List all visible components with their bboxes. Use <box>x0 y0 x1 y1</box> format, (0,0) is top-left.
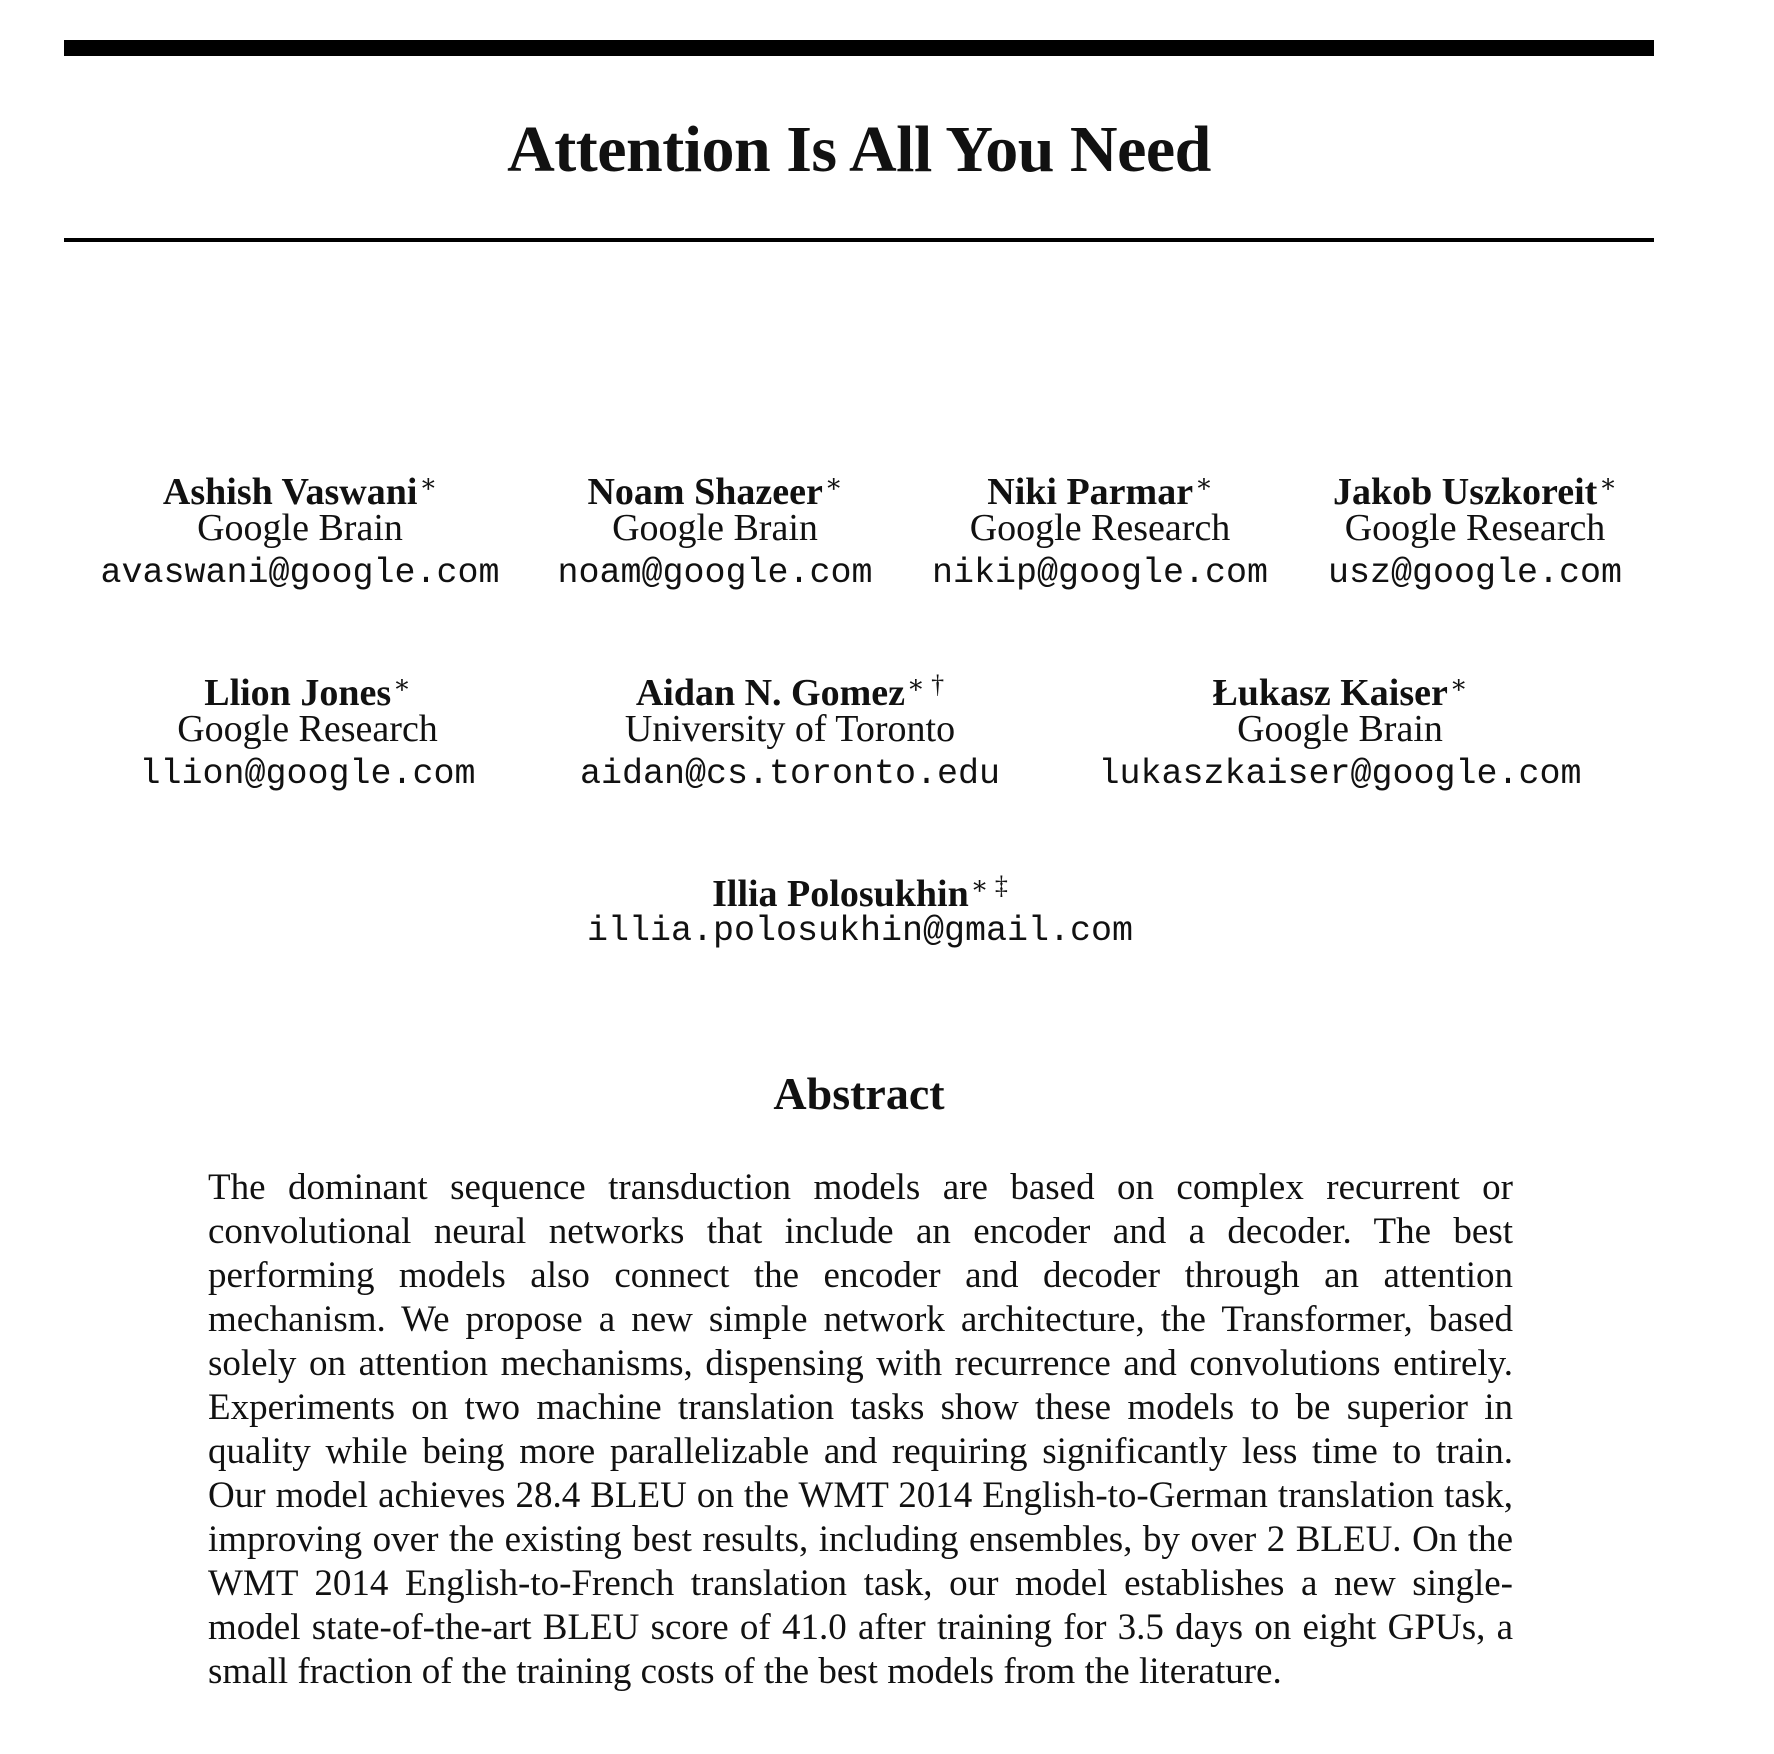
author-affiliation: Google Brain <box>612 507 818 549</box>
author-email: lukaszkaiser@google.com <box>1098 754 1582 794</box>
author-name: Niki Parmar∗ <box>987 469 1213 513</box>
author-footnote-mark: ∗ ‡ <box>970 871 1008 900</box>
author-email: avaswani@google.com <box>100 553 500 593</box>
author-block-polosukhin <box>560 864 1160 954</box>
author-name: Ashish Vaswani∗ <box>162 469 438 513</box>
author-email: illia.polosukhin@gmail.com <box>586 911 1134 951</box>
author-block-parmar <box>920 462 1280 596</box>
author-name: Llion Jones∗ <box>204 670 411 714</box>
author-block-shazeer <box>545 462 885 596</box>
author-block-kaiser <box>1080 663 1600 797</box>
author-affiliation: Google Research <box>1344 507 1606 549</box>
author-email: usz@google.com <box>1327 553 1623 593</box>
author-email: aidan@cs.toronto.edu <box>579 754 1001 794</box>
author-name: Noam Shazeer∗ <box>587 469 843 513</box>
author-block-uszkoreit <box>1315 462 1635 596</box>
author-block-gomez <box>560 663 1020 797</box>
author-affiliation: Google Research <box>177 708 438 750</box>
title-top-rule <box>64 40 1654 56</box>
author-email: noam@google.com <box>557 553 873 593</box>
author-email: nikip@google.com <box>931 553 1269 593</box>
paper-title: Attention Is All You Need <box>507 113 1211 186</box>
abstract-heading: Abstract <box>773 1068 945 1119</box>
author-footnote-mark: ∗ <box>1195 469 1213 498</box>
author-email: llion@google.com <box>139 754 476 794</box>
title-bottom-rule <box>64 238 1654 242</box>
author-footnote-mark: ∗ <box>1599 469 1617 498</box>
author-name: Illia Polosukhin∗ ‡ <box>712 871 1008 915</box>
author-footnote-mark: ∗ <box>824 469 843 498</box>
author-name: Jakob Uszkoreit∗ <box>1333 469 1617 513</box>
author-footnote-mark: ∗ † <box>906 670 945 699</box>
author-name: Aidan N. Gomez∗ † <box>635 670 945 714</box>
author-footnote-mark: ∗ <box>419 469 438 498</box>
abstract-text: The dominant sequence transduction models are based on complex recurrent or convolutional neural networks that include an encoder and a decoder. The best performing models also connect the encoder and decoder through an attention mechanism. We propose a new simple network architecture, the Transformer, based solely on attention mechanisms, dispensing with recurrence and convolutions entirely. Experiments on two machine translation tasks show these models to be superior in quality while being more parallelizable and requiring significantly less time to train. Our model achieves 28.4 BLEU on the WMT 2014 English-to-German translation task, improving over the existing best results, including ensembles, by over 2 BLEU. On the WMT 2014 English-to-French translation task, our model establishes a new single-model state-of-the-art BLEU score of 41.0 after training for 3.5 days on eight GPUs, a small fraction of the training costs of the best models from the literature. <box>208 1167 1513 1692</box>
author-affiliation: Google Research <box>969 507 1231 549</box>
author-footnote-mark: ∗ <box>1449 670 1468 699</box>
author-affiliation: University of Toronto <box>624 708 956 750</box>
author-block-jones <box>120 663 495 797</box>
author-name: Łukasz Kaiser∗ <box>1212 670 1468 714</box>
author-block-vaswani <box>90 462 510 596</box>
author-footnote-mark: ∗ <box>393 670 411 699</box>
author-affiliation: Google Brain <box>1237 708 1443 750</box>
author-affiliation: Google Brain <box>197 507 403 549</box>
